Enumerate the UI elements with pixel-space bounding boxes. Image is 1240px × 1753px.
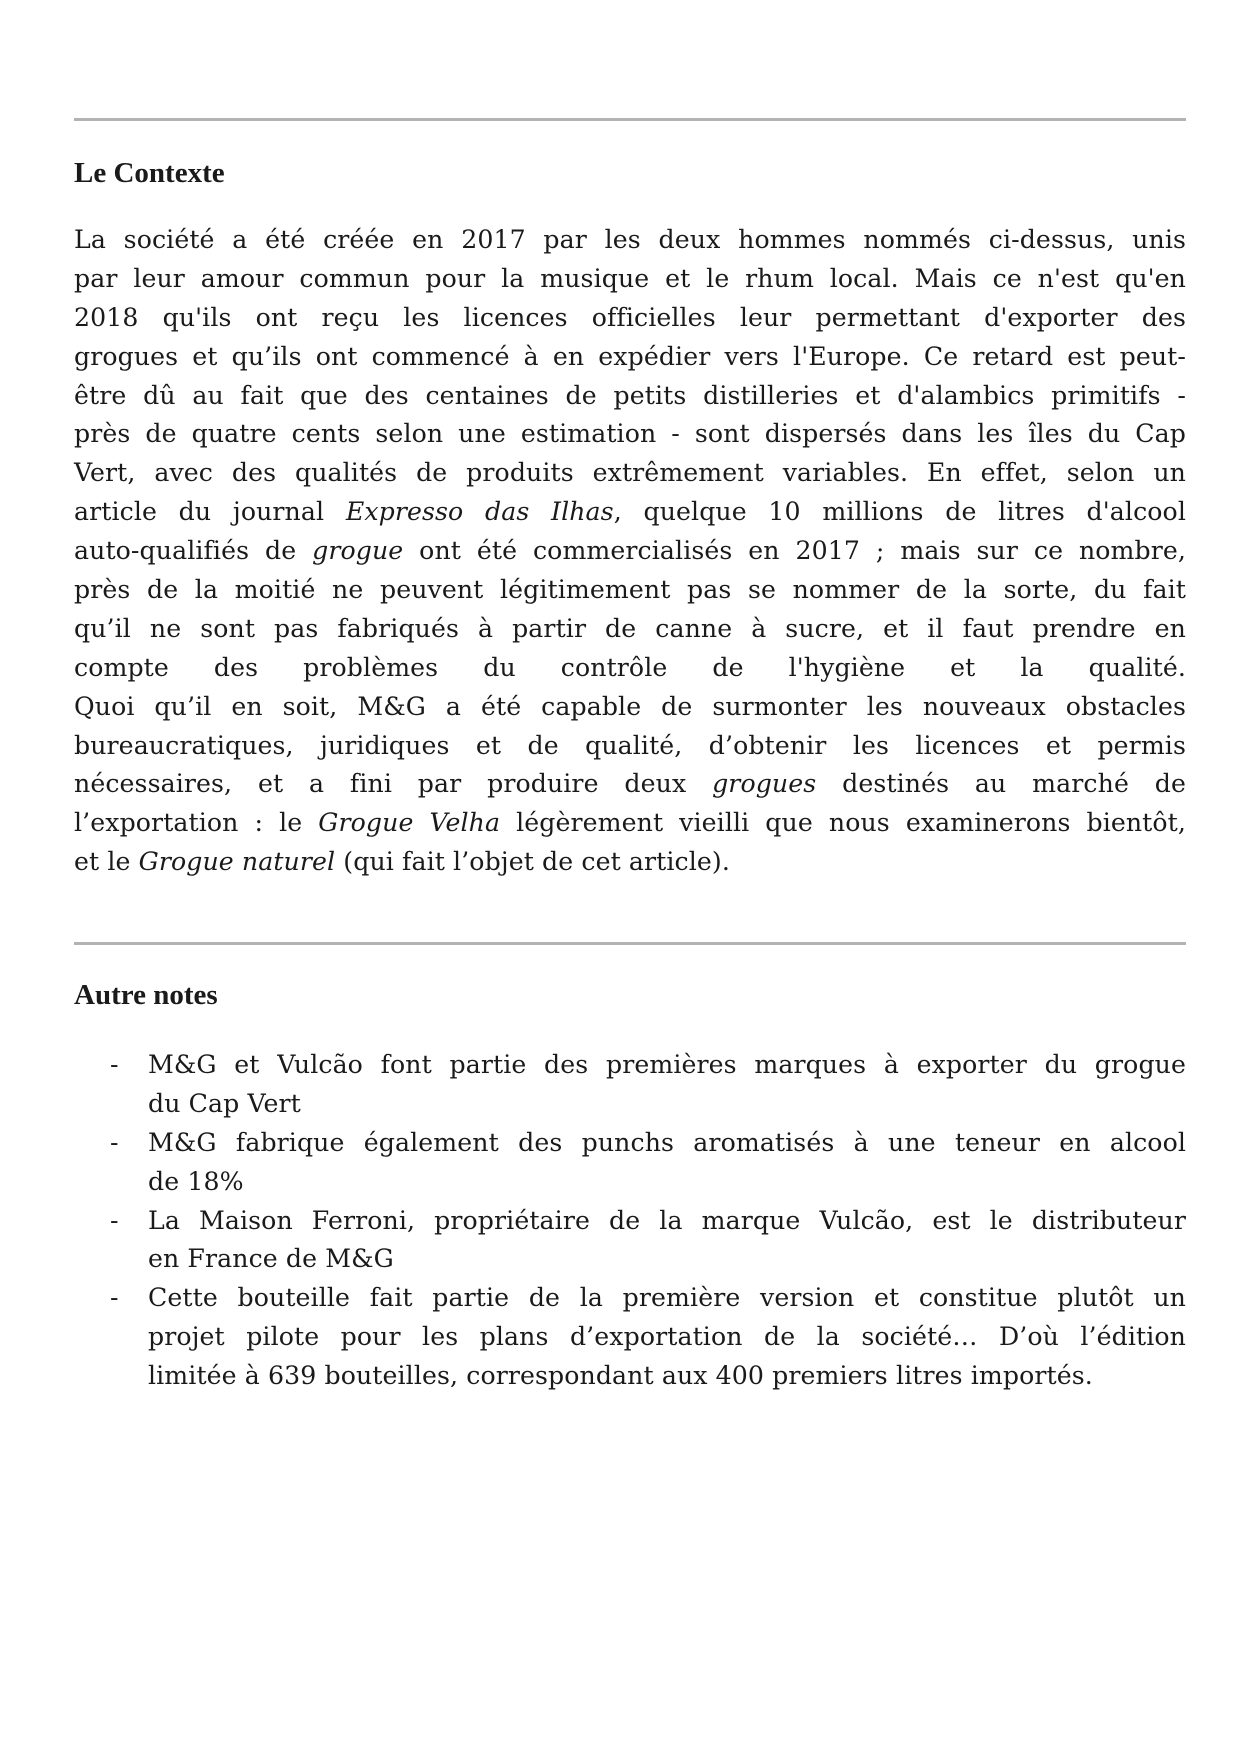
bullet-dash: - (110, 1205, 119, 1235)
list-item-line: projet pilote pour les plans d’exportation de la société… D’où l’édition (148, 1322, 1186, 1352)
paragraph-line (74, 804, 1186, 843)
paragraph-line (74, 765, 1186, 804)
list-item-line: de 18% (148, 1166, 244, 1196)
list-item-line: limitée à 639 bouteilles, correspondant aux 400 premiers litres importés. (148, 1361, 1093, 1391)
paragraph-line: près de quatre cents selon une estimation - sont dispersés dans les îles du Cap (74, 419, 1186, 449)
text-run: , quelque 10 millions de litres d'alcool (613, 497, 1186, 527)
section-divider-middle (74, 942, 1186, 945)
list-item-line: Cette bouteille fait partie de la première version et constitue plutôt un (148, 1283, 1186, 1313)
paragraph-line (74, 493, 1186, 532)
journal-title: Expresso das Ilhas (345, 497, 614, 527)
paragraph-line: qu’il ne sont pas fabriqués à partir de canne à sucre, et il faut prendre en (74, 613, 1186, 643)
paragraph-line: compte des problèmes du contrôle de l'hygiène et la qualité. (74, 652, 1186, 682)
paragraph-line: La société a été créée en 2017 par les deux hommes nommés ci-dessus, unis (74, 225, 1186, 254)
paragraph-line: Quoi qu’il en soit, M&G a été capable de surmonter les nouveaux obstacles (74, 691, 1186, 721)
list-item-line: M&G et Vulcão font partie des premières marques à exporter du grogue (148, 1050, 1186, 1079)
text-run: (qui fait l’objet de cet article). (335, 847, 730, 877)
paragraph-line: être dû au fait que des centaines de petits distilleries et d'alambics primitifs - (74, 380, 1186, 410)
list-item (74, 1279, 1186, 1396)
list-item-line: du Cap Vert (148, 1088, 301, 1118)
text-run: nécessaires, et a fini par produire deux (74, 769, 713, 799)
list-item-line: M&G fabrique également des punchs aromatisés à une teneur en alcool (148, 1127, 1186, 1157)
contexte-paragraph (74, 221, 1186, 882)
text-run: auto-qualifiés de (74, 536, 313, 566)
list-item (74, 1046, 1186, 1124)
text-run: l’exportation : le (74, 808, 319, 838)
list-item-line: en France de M&G (148, 1244, 394, 1274)
paragraph-line: grogues et qu’ils ont commencé à en expédier vers l'Europe. Ce retard est peut- (74, 341, 1186, 371)
bullet-dash: - (110, 1283, 119, 1313)
section-heading-autre-notes: Autre notes (74, 979, 218, 1011)
paragraph-line: par leur amour commun pour la musique et le rhum local. Mais ce n'est qu'en (74, 263, 1186, 293)
paragraph-line (74, 843, 1186, 882)
product-name: Grogue Velha (318, 808, 501, 838)
paragraph-line: Vert, avec des qualités de produits extrêmement variables. En effet, selon un (74, 458, 1186, 488)
section-divider-top (74, 118, 1186, 121)
list-item (74, 1202, 1186, 1280)
list-item-line: La Maison Ferroni, propriétaire de la marque Vulcão, est le distributeur (148, 1205, 1186, 1235)
emphasis-term: grogues (712, 769, 817, 799)
text-run: ont été commercialisés en 2017 ; mais sur ce nombre, (403, 536, 1186, 566)
paragraph-line: bureaucratiques, juridiques et de qualité, d’obtenir les licences et permis (74, 730, 1186, 760)
bullet-dash: - (110, 1127, 119, 1157)
text-run: et le (74, 847, 139, 877)
text-run: article du journal (74, 497, 346, 527)
text-run: destinés au marché de (816, 769, 1186, 799)
text-run: légèrement vieilli que nous examinerons bientôt, (500, 808, 1186, 838)
paragraph-line: 2018 qu'ils ont reçu les licences officielles leur permettant d'exporter des (74, 302, 1186, 332)
bullet-dash: - (110, 1050, 119, 1079)
section-heading-contexte: Le Contexte (74, 157, 225, 189)
paragraph-line (74, 532, 1186, 571)
notes-list (74, 1046, 1186, 1396)
list-item (74, 1124, 1186, 1202)
paragraph-line: près de la moitié ne peuvent légitimement pas se nommer de la sorte, du fait (74, 575, 1186, 605)
emphasis-term: grogue (312, 536, 404, 566)
product-name: Grogue naturel (138, 847, 336, 877)
